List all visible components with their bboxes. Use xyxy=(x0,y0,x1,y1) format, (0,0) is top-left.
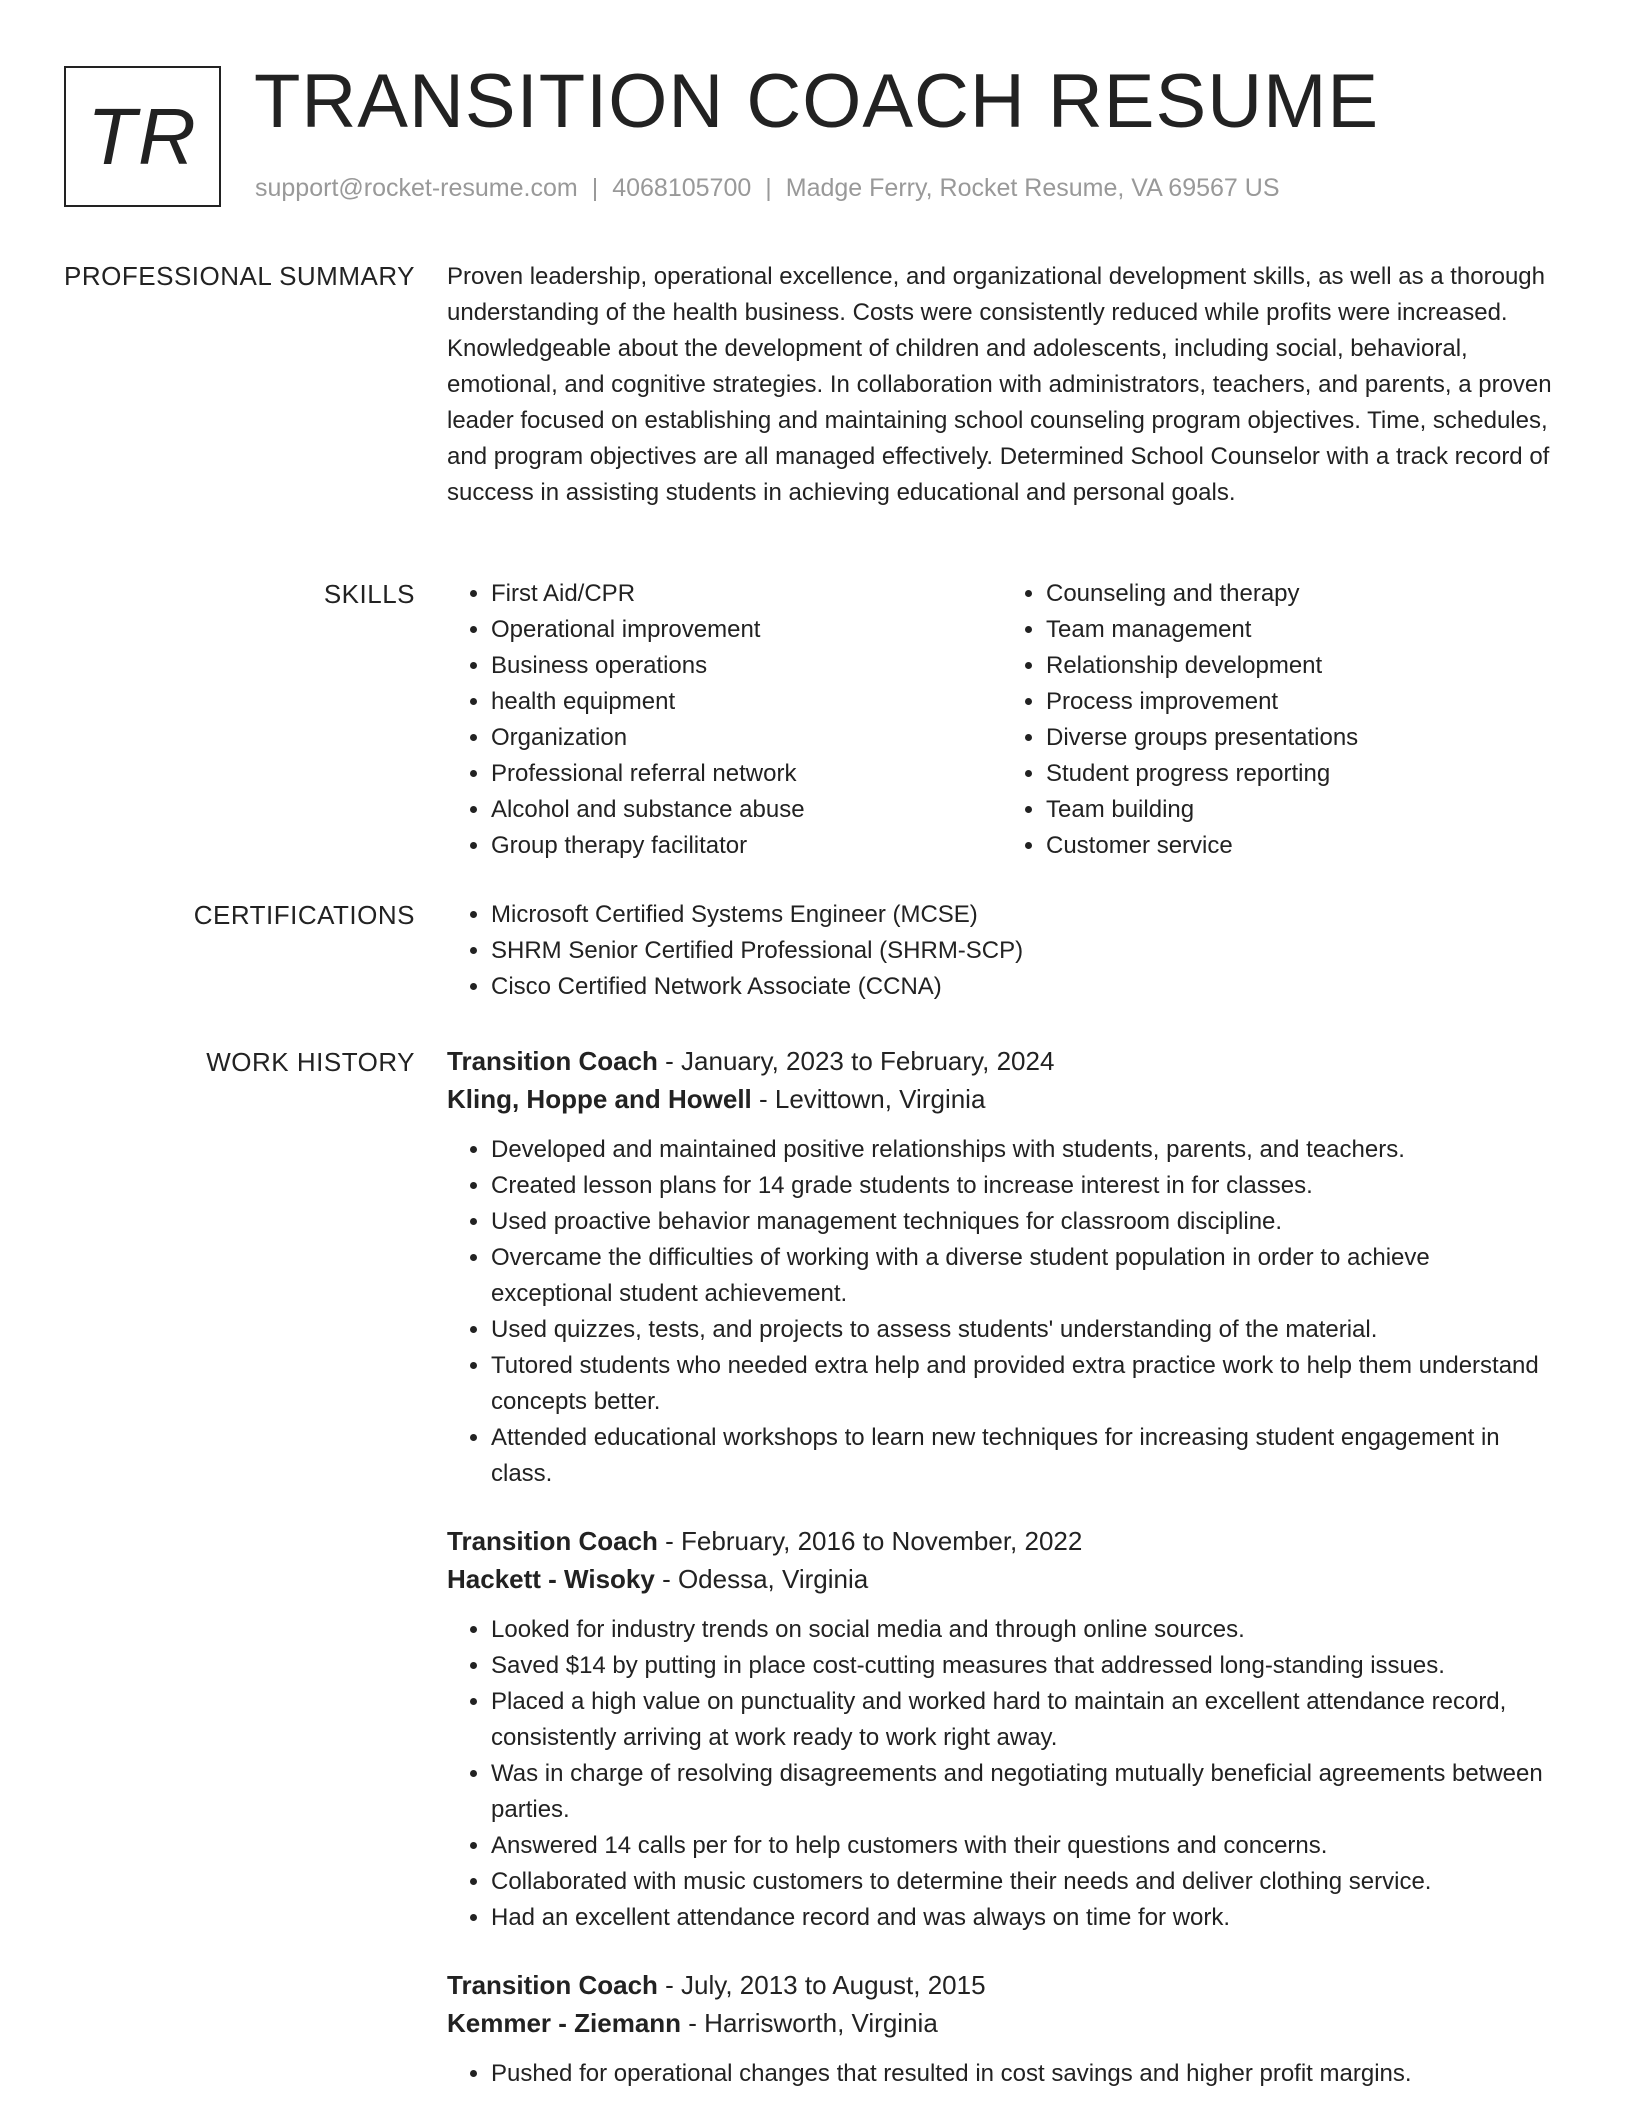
skill-item: • First Aid/CPR xyxy=(491,576,1002,612)
skill-item: • Student progress reporting xyxy=(1046,756,1557,792)
job-dates: - July, 2013 to August, 2015 xyxy=(657,1970,986,2000)
certification-item: • Microsoft Certified Systems Engineer (MCSE) xyxy=(491,897,1557,933)
work-history-body xyxy=(447,1042,1557,2122)
job-company: Hackett - Wisoky xyxy=(447,1564,655,1594)
job-dates: - February, 2016 to November, 2022 xyxy=(657,1526,1083,1556)
job-bullet: • Pushed for operational changes that resulted in cost savings and higher profit margins. xyxy=(491,2056,1557,2092)
job-bullet: • Overcame the difficulties of working with a diverse student population in order to achieve exceptional student achievement. xyxy=(491,1240,1557,1312)
job-bullet: • Collaborated with music customers to determine their needs and deliver clothing service. xyxy=(491,1864,1557,1900)
skill-item: • Team building xyxy=(1046,792,1557,828)
job-company: Kemmer - Ziemann xyxy=(447,2008,682,2038)
job-bullet: • Answered 14 calls per for to help customers with their questions and concerns. xyxy=(491,1828,1557,1864)
skills-heading: SKILLS xyxy=(323,579,415,609)
monogram-badge xyxy=(64,66,221,207)
monogram-initials: TR xyxy=(87,91,198,181)
skill-item: • Business operations xyxy=(491,648,1002,684)
job-bullet: • Attended educational workshops to learn new techniques for increasing student engagement in class. xyxy=(491,1420,1557,1492)
contact-phone[interactable]: 4068105700 xyxy=(612,174,752,202)
skill-item: • health equipment xyxy=(491,684,1002,720)
job-bullet: • Tutored students who needed extra help and provided extra practice work to help them understand concepts better. xyxy=(491,1348,1557,1420)
skill-item: • Group therapy facilitator xyxy=(491,828,1002,864)
job-bullet: • Created lesson plans for 14 grade students to increase interest in for classes. xyxy=(491,1168,1557,1204)
job-dates: - January, 2023 to February, 2024 xyxy=(657,1046,1055,1076)
work-history-heading: WORK HISTORY xyxy=(206,1047,415,1077)
skills-list-left xyxy=(447,576,1002,864)
contact-address: Madge Ferry, Rocket Resume, VA 69567 US xyxy=(785,174,1280,202)
job-company-line xyxy=(447,1080,1557,1118)
certifications-heading: CERTIFICATIONS xyxy=(193,900,415,930)
skill-item: • Organization xyxy=(491,720,1002,756)
job-bullet: • Was in charge of resolving disagreements and negotiating mutually beneficial agreements between parties. xyxy=(491,1756,1557,1828)
skill-item: • Professional referral network xyxy=(491,756,1002,792)
job-entry xyxy=(447,1522,1557,1936)
resume-title: TRANSITION COACH RESUME xyxy=(254,59,1380,144)
job-role: Transition Coach xyxy=(447,1970,658,2000)
skill-item: • Process improvement xyxy=(1046,684,1557,720)
job-company: Kling, Hoppe and Howell xyxy=(447,1084,752,1114)
job-bullet: • Looked for industry trends on social media and through online sources. xyxy=(491,1612,1557,1648)
skill-item: • Team management xyxy=(1046,612,1557,648)
contact-email[interactable]: support@rocket-resume.com xyxy=(255,174,578,202)
job-bullet: • Used proactive behavior management techniques for classroom discipline. xyxy=(491,1204,1557,1240)
job-location: - Harrisworth, Virginia xyxy=(681,2008,938,2038)
skills-list-right xyxy=(1002,576,1557,864)
job-location: - Odessa, Virginia xyxy=(654,1564,869,1594)
contact-line xyxy=(255,174,1280,203)
job-bullets xyxy=(447,1612,1557,1936)
job-bullets xyxy=(447,1132,1557,1492)
job-role-line xyxy=(447,1966,1557,2004)
skill-item: • Counseling and therapy xyxy=(1046,576,1557,612)
certification-item: • Cisco Certified Network Associate (CCNA) xyxy=(491,969,1557,1005)
job-entry xyxy=(447,1966,1557,2092)
job-bullet: • Used quizzes, tests, and projects to assess students' understanding of the material. xyxy=(491,1312,1557,1348)
certifications-list xyxy=(447,897,1557,1005)
job-role: Transition Coach xyxy=(447,1046,658,1076)
job-bullet: • Had an excellent attendance record and was always on time for work. xyxy=(491,1900,1557,1936)
summary-text: Proven leadership, operational excellence, and organizational development skills, as well as a thorough understanding of the health business. Costs were consistently reduced while profits were increased. Knowledgeable about the development of children and adolescents, including social, behavioral, emotional, and cognitive strategies. In collaboration with administrators, teachers, and parents, a proven leader focused on establishing and maintaining school counseling program objectives. Time, schedules, and program objectives are all managed effectively. Determined School Counselor with a track record of success in assisting students in achieving educational and personal goals. xyxy=(447,263,1552,506)
job-company-line xyxy=(447,1560,1557,1598)
certification-item: • SHRM Senior Certified Professional (SHRM-SCP) xyxy=(491,933,1557,969)
summary-body xyxy=(447,259,1557,511)
job-location: - Levittown, Virginia xyxy=(751,1084,986,1114)
skill-item: • Alcohol and substance abuse xyxy=(491,792,1002,828)
job-role-line xyxy=(447,1042,1557,1080)
job-bullet: • Placed a high value on punctuality and worked hard to maintain an excellent attendance record, consistently arriving at work ready to work right away. xyxy=(491,1684,1557,1756)
summary-heading: PROFESSIONAL SUMMARY xyxy=(64,261,415,291)
certifications-body xyxy=(447,897,1557,1005)
job-role: Transition Coach xyxy=(447,1526,658,1556)
job-role-line xyxy=(447,1522,1557,1560)
skill-item: • Relationship development xyxy=(1046,648,1557,684)
skills-grid xyxy=(447,576,1557,864)
skill-item: • Diverse groups presentations xyxy=(1046,720,1557,756)
job-bullet: • Developed and maintained positive relationships with students, parents, and teachers. xyxy=(491,1132,1557,1168)
skill-item: • Customer service xyxy=(1046,828,1557,864)
contact-separator: | xyxy=(591,174,599,202)
skill-item: • Operational improvement xyxy=(491,612,1002,648)
job-bullets xyxy=(447,2056,1557,2092)
job-bullet: • Saved $14 by putting in place cost-cutting measures that addressed long-standing issues. xyxy=(491,1648,1557,1684)
contact-separator: | xyxy=(765,174,772,202)
job-company-line xyxy=(447,2004,1557,2042)
job-entry xyxy=(447,1042,1557,1492)
